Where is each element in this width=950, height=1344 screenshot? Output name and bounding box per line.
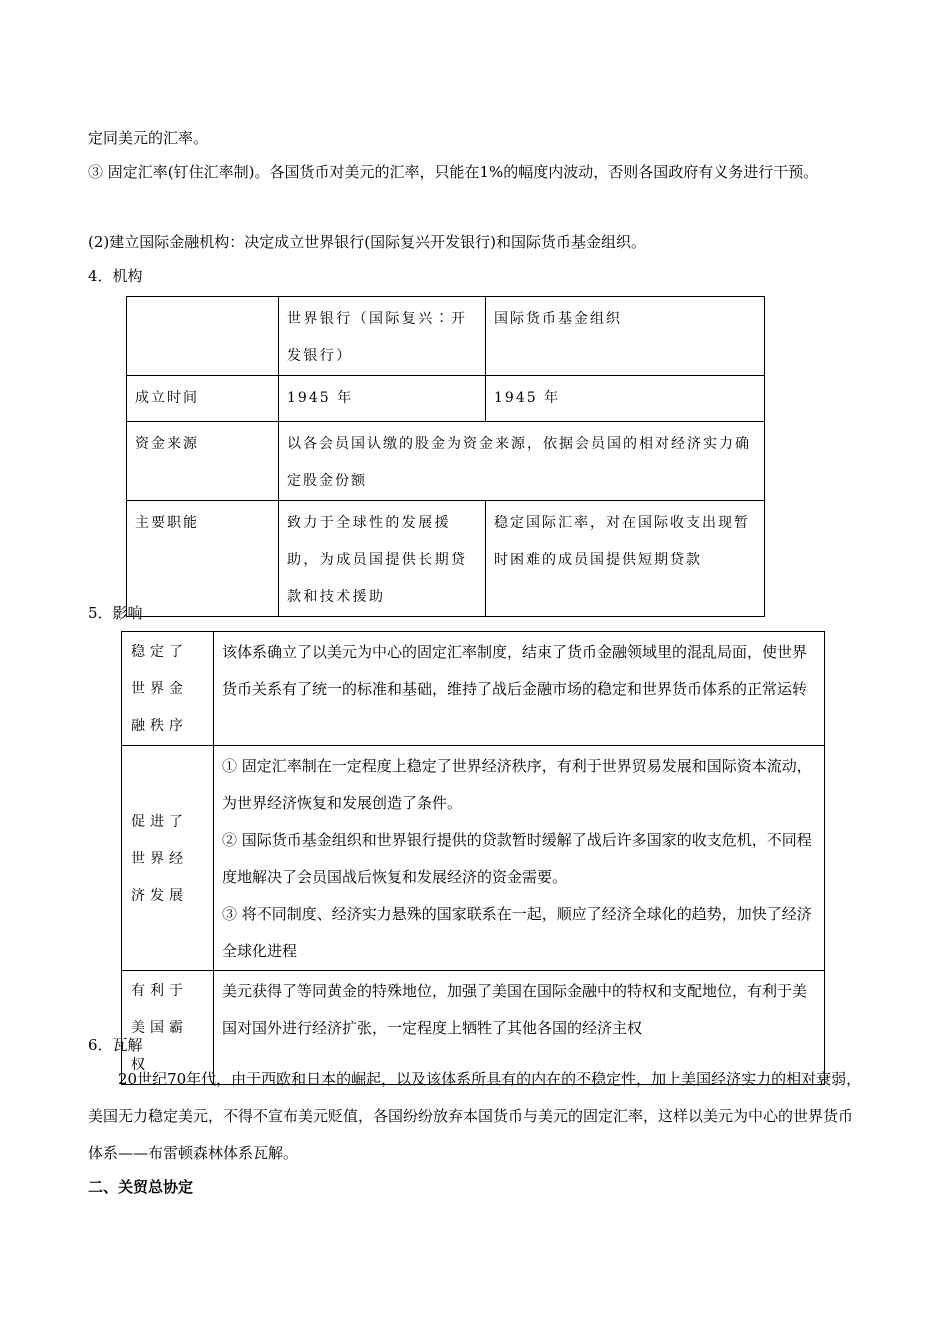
table-cell: 1945 年 xyxy=(486,376,765,422)
table-cell: 美元获得了等同黄金的特殊地位，加强了美国在国际金融中的特权和支配地位，有利于美国对国外进行经济扩张，一定程度上牺牲了其他各国的经济主权 xyxy=(214,971,825,1085)
list-item: ② 国际货币基金组织和世界银行提供的贷款暂时缓解了战后许多国家的收支危机，不同程度地解决了会员国战后恢复和发展经济的资金需要。 xyxy=(222,831,812,886)
paragraph-financial-institutions: (2)建立国际金融机构：决定成立世界银行(国际复兴开发银行)和国际货币基金组织。 xyxy=(88,233,646,251)
table-cell: 1945 年 xyxy=(279,376,486,422)
table-row-label: 主要职能 xyxy=(127,501,279,617)
table-cell: 该体系确立了以美元为中心的固定汇率制度，结束了货币金融领域里的混乱局面，使世界货币关系有了统一的标准和基础，维持了战后金融市场的稳定和世界货币体系的正常运转 xyxy=(214,632,825,746)
table-row-label: 成立时间 xyxy=(127,376,279,422)
table-cell-merged: 以各会员国认缴的股金为资金来源，依据会员国的相对经济实力确定股金份额 xyxy=(279,422,765,501)
heading-institutions: 4．机构 xyxy=(88,267,143,285)
list-item: ③ 将不同制度、经济实力悬殊的国家联系在一起，顺应了经济全球化的趋势，加快了经济全球化进程 xyxy=(222,905,812,960)
table-cell-empty xyxy=(127,297,279,376)
table-row-label: 有利于美国霸权 xyxy=(122,971,214,1085)
table-row-label: 稳定了世界金融秩序 xyxy=(122,632,214,746)
paragraph-fixed-exchange-rate: ③ 固定汇率(钉住汇率制)。各国货币对美元的汇率，只能在1%的幅度内波动，否则各国政府有义务进行干预。 xyxy=(88,163,819,181)
list-item: ① 固定汇率制在一定程度上稳定了世界经济秩序，有利于世界贸易发展和国际资本流动，为世界经济恢复和发展创造了条件。 xyxy=(222,757,812,812)
table-row xyxy=(122,632,825,746)
impact-table xyxy=(121,631,825,1085)
table-cell: 稳定国际汇率，对在国际收支出现暂时困难的成员国提供短期贷款 xyxy=(486,501,765,617)
table-row xyxy=(122,746,825,971)
table-header-world-bank: 世界银行（国际复兴∶开发银行） xyxy=(279,297,486,376)
table-header-imf: 国际货币基金组织 xyxy=(486,297,765,376)
table-row xyxy=(127,297,765,376)
paragraph-collapse: 20世纪70年代，由于西欧和日本的崛起，以及该体系所具有的内在的不稳定性，加上美国经济实力的相对衰弱，美国无力稳定美元，不得不宣布美元贬值，各国纷纷放弃本国货币与美元的固定汇率，这样以美元为中心的世界货币体系——布雷顿森林体系瓦解。 xyxy=(88,1070,862,1162)
section-heading-gatt: 二、关贸总协定 xyxy=(88,1178,194,1196)
heading-collapse: 6．瓦解 xyxy=(88,1036,143,1054)
table-cell xyxy=(214,746,825,971)
paragraph-exchange-rate-end: 定同美元的汇率。 xyxy=(88,129,209,147)
table-cell: 致力于全球性的发展援助，为成员国提供长期贷款和技术援助 xyxy=(279,501,486,617)
table-row-label: 促进了世界经济发展 xyxy=(122,746,214,971)
table-row xyxy=(127,376,765,422)
heading-impact: 5．影响 xyxy=(88,604,143,622)
table-row-label: 资金来源 xyxy=(127,422,279,501)
table-row xyxy=(127,422,765,501)
institutions-table xyxy=(126,296,765,617)
